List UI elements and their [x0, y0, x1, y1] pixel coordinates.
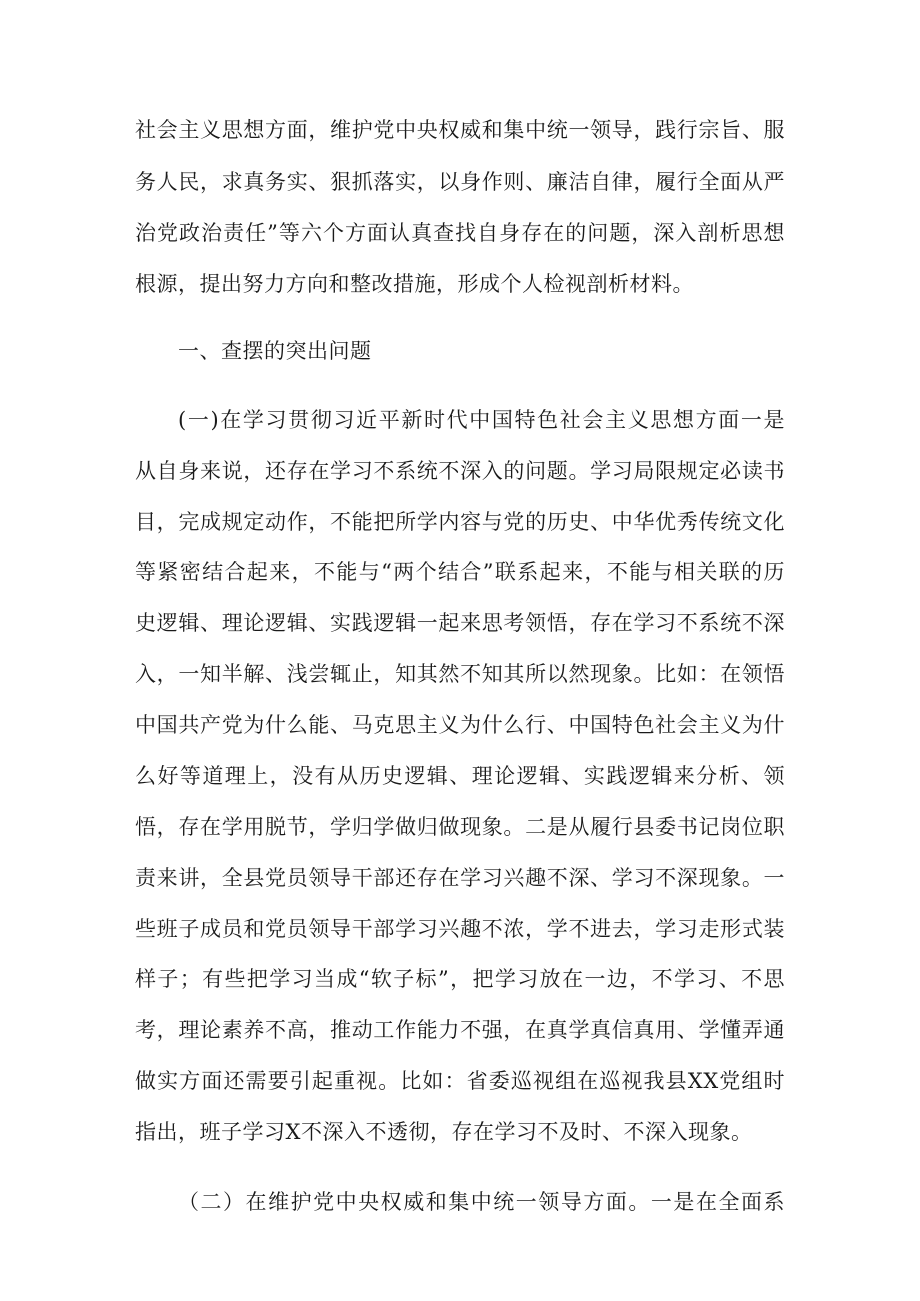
- para1-line-11: 些班子成员和党员领导干部学习兴趣不浓，学不进去，学习走形式装: [135, 917, 785, 941]
- para1-line-10: 责来讲，全县党员领导干部还存在学习兴趣不深、学习不深现象。一: [135, 866, 785, 890]
- para1-line-5: 史逻辑、理论逻辑、实践逻辑一起来思考领悟，存在学习不系统不深: [135, 611, 785, 635]
- intro-line-4: 根源，提出努力方向和整改措施，形成个人检视剖析材料。: [135, 272, 694, 296]
- para1-line-1: (一)在学习贯彻习近平新时代中国特色社会主义思想方面一是: [178, 408, 785, 432]
- para1-line-8: 么好等道理上，没有从历史逻辑、理论逻辑、实践逻辑来分析、领: [135, 764, 785, 788]
- para1-line-6: 入，一知半解、浅尝辄止，知其然不知其所以然现象。比如：在领悟: [135, 662, 785, 686]
- para1-line-15: 指出，班子学习X不深入不透彻，存在学习不及时、不深入现象。: [135, 1120, 753, 1144]
- para1-line-12: 样子；有些把学习当成“软子标”，把学习放在一边，不学习、不思: [135, 967, 785, 991]
- para1-line-9: 悟，存在学用脱节，学归学做归做现象。二是从履行县委书记岗位职: [135, 815, 785, 839]
- para1-line-7: 中国共产党为什么能、马克思主义为什么行、中国特色社会主义为什: [135, 713, 785, 737]
- para1-line-3: 目，完成规定动作，不能把所学内容与党的历史、中华优秀传统文化: [135, 510, 785, 534]
- para1-line-4: 等紧密结合起来，不能与“两个结合”联系起来，不能与相关联的历: [135, 560, 785, 584]
- para1-line-2: 从自身来说，还存在学习不系统不深入的问题。学习局限规定必读书: [135, 459, 785, 483]
- para1-line-14: 做实方面还需要引起重视。比如：省委巡视组在巡视我县XX党组时: [135, 1069, 785, 1093]
- intro-line-3: 治党政治责任”等六个方面认真查找自身存在的问题，深入剖析思想: [135, 221, 785, 245]
- intro-line-1: 社会主义思想方面，维护党中央权威和集中统一领导，践行宗旨、服: [135, 118, 785, 142]
- para1-line-13: 考，理论素养不高，推动工作能力不强，在真学真信真用、学懂弄通: [135, 1018, 785, 1042]
- para2-line-1: （二）在维护党中央权威和集中统一领导方面。一是在全面系: [178, 1190, 785, 1214]
- intro-line-2: 务人民，求真务实、狠抓落实，以身作则、廉洁自律，履行全面从严: [135, 170, 785, 194]
- section-heading: 一、查摆的突出问题: [178, 339, 372, 363]
